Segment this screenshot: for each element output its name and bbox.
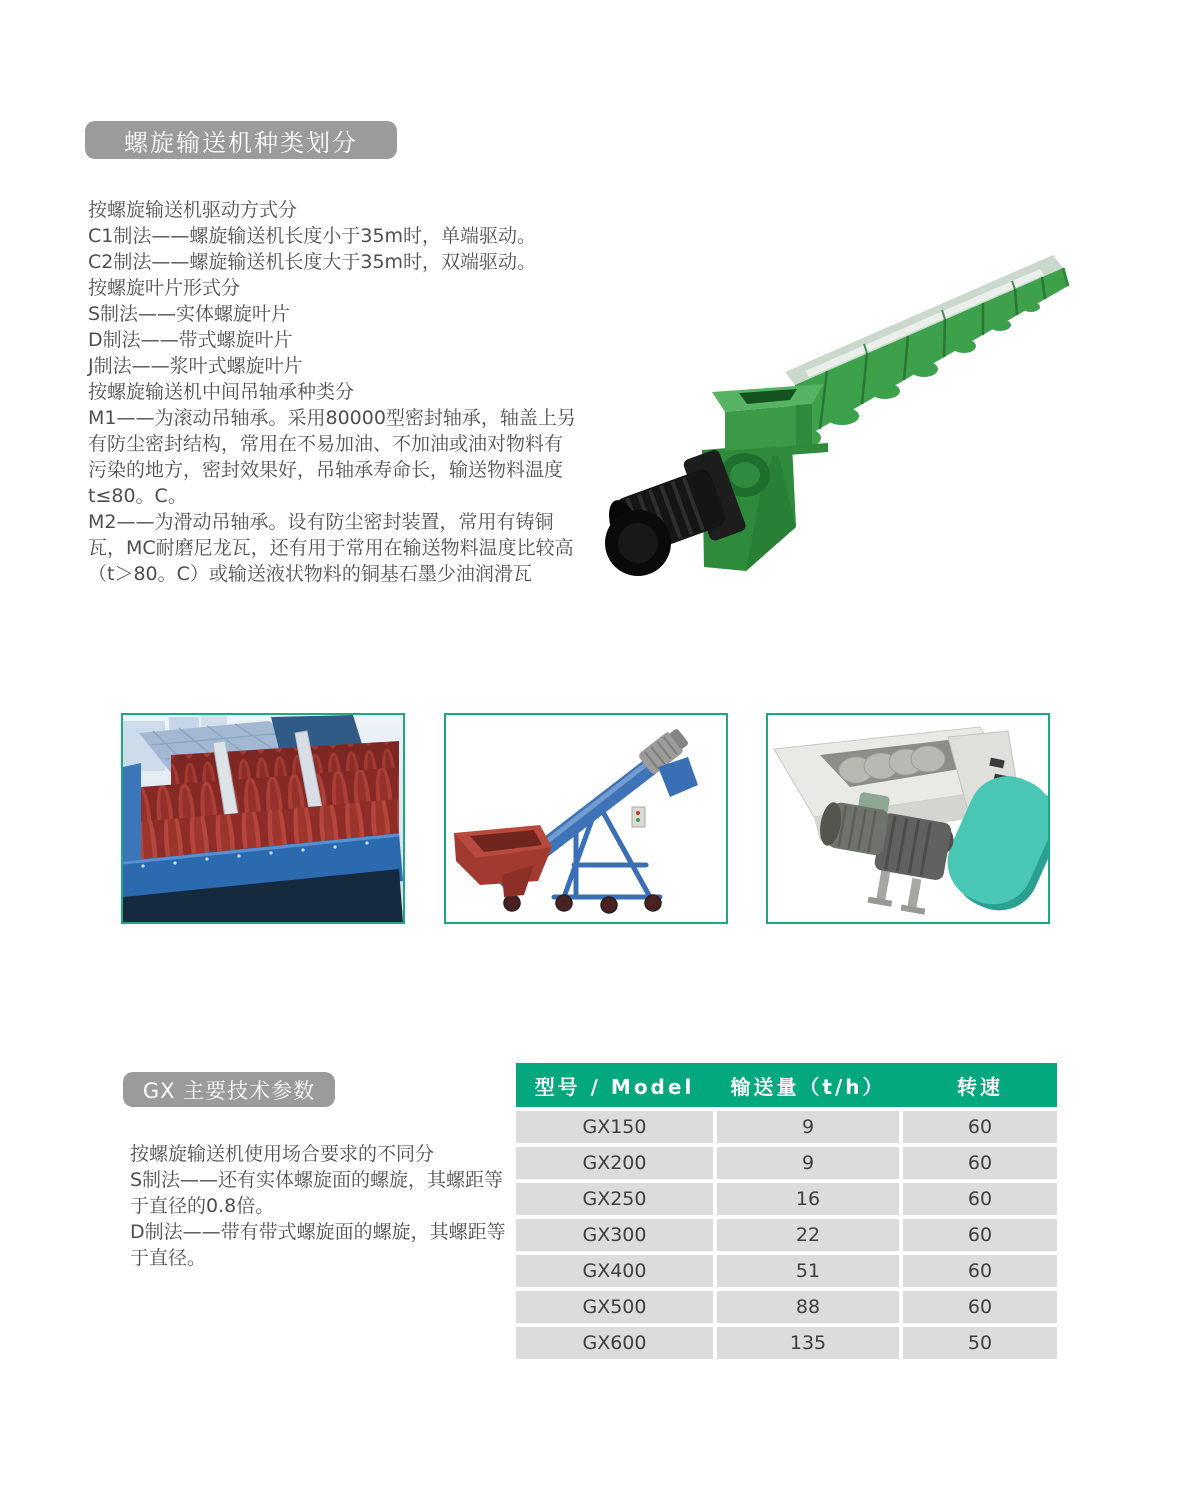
cell-model: GX250 [516, 1183, 713, 1215]
text-line: C1制法——螺旋输送机长度小于35m时，单端驱动。 [88, 225, 537, 247]
green-screw-conveyor-image [600, 255, 1080, 585]
inclined-screw-conveyor-illustration [446, 715, 726, 922]
text-line: t≤80。C。 [88, 485, 187, 507]
cell-capacity: 16 [717, 1183, 899, 1215]
header-model: 型号 / Model [534, 1074, 695, 1099]
trough-screw-conveyor-illustration [768, 715, 1048, 922]
table-header-row [516, 1063, 1057, 1107]
cell-capacity: 9 [717, 1147, 899, 1179]
cell-speed: 60 [903, 1111, 1057, 1143]
cell-model: GX300 [516, 1219, 713, 1251]
cell-capacity: 51 [717, 1255, 899, 1287]
cell-model: GX150 [516, 1111, 713, 1143]
cell-model: GX200 [516, 1147, 713, 1179]
gx-parameters-table [516, 1063, 1057, 1359]
table-row [516, 1111, 1057, 1143]
cell-capacity: 9 [717, 1111, 899, 1143]
cell-speed: 60 [903, 1147, 1057, 1179]
text-line: M1——为滚动吊轴承。采用80000型密封轴承，轴盖上另 [88, 407, 576, 429]
text-line: M2——为滑动吊轴承。设有防尘密封装置，常用有铸铜 [88, 511, 554, 533]
text-line: S制法——还有实体螺旋面的螺旋，其螺距等 [130, 1169, 504, 1191]
section2-title-badge [123, 1072, 335, 1107]
cell-speed: 60 [903, 1219, 1057, 1251]
table-row [516, 1183, 1057, 1215]
table-row [516, 1291, 1057, 1323]
table-row [516, 1219, 1057, 1251]
table-row [516, 1327, 1057, 1359]
text-line: 按螺旋输送机中间吊轴承种类分 [88, 381, 355, 403]
text-line: C2制法——螺旋输送机长度大于35m时，双端驱动。 [88, 251, 537, 273]
multi-screw-conveyor-illustration [123, 715, 403, 922]
text-line: 瓦，MC耐磨尼龙瓦，还有用于常用在输送物料温度比较高 [88, 537, 574, 559]
section1-title-badge [85, 121, 397, 159]
text-line: D制法——带式螺旋叶片 [88, 329, 293, 351]
text-line: J制法——浆叶式螺旋叶片 [88, 355, 303, 377]
section1-text [88, 197, 618, 587]
cell-speed: 60 [903, 1255, 1057, 1287]
cell-speed: 50 [903, 1327, 1057, 1359]
photo-trough-screw-conveyor [766, 713, 1050, 924]
cell-capacity: 88 [717, 1291, 899, 1323]
cell-model: GX400 [516, 1255, 713, 1287]
photo-inclined-screw-conveyor [444, 713, 728, 924]
section1-title-text: 螺旋输送机种类划分 [124, 128, 358, 157]
header-capacity: 输送量（t/h） [730, 1074, 886, 1099]
text-line: 按螺旋输送机使用场合要求的不同分 [130, 1143, 435, 1165]
text-line: （t＞80。C）或输送液状物料的铜基石墨少油润滑瓦 [88, 563, 532, 585]
photo-multi-screw-conveyor [121, 713, 405, 924]
section2-title-text: GX 主要技术参数 [142, 1078, 316, 1103]
header-speed: 转速 [957, 1074, 1003, 1099]
text-line: 按螺旋叶片形式分 [88, 277, 241, 299]
cell-capacity: 22 [717, 1219, 899, 1251]
table-row [516, 1147, 1057, 1179]
text-line: 于直径。 [130, 1247, 207, 1269]
cell-speed: 60 [903, 1183, 1057, 1215]
cell-capacity: 135 [717, 1327, 899, 1359]
cell-speed: 60 [903, 1291, 1057, 1323]
cell-model: GX600 [516, 1327, 713, 1359]
text-line: S制法——实体螺旋叶片 [88, 303, 291, 325]
text-line: 污染的地方，密封效果好，吊轴承寿命长，输送物料温度 [88, 459, 564, 481]
cell-model: GX500 [516, 1291, 713, 1323]
text-line: 有防尘密封结构，常用在不易加油、不加油或油对物料有 [88, 433, 564, 455]
text-line: 于直径的0.8倍。 [130, 1195, 275, 1217]
table-row [516, 1255, 1057, 1287]
text-line: D制法——带有带式螺旋面的螺旋，其螺距等 [130, 1221, 506, 1243]
section2-text [130, 1141, 532, 1271]
text-line: 按螺旋输送机驱动方式分 [88, 199, 298, 221]
